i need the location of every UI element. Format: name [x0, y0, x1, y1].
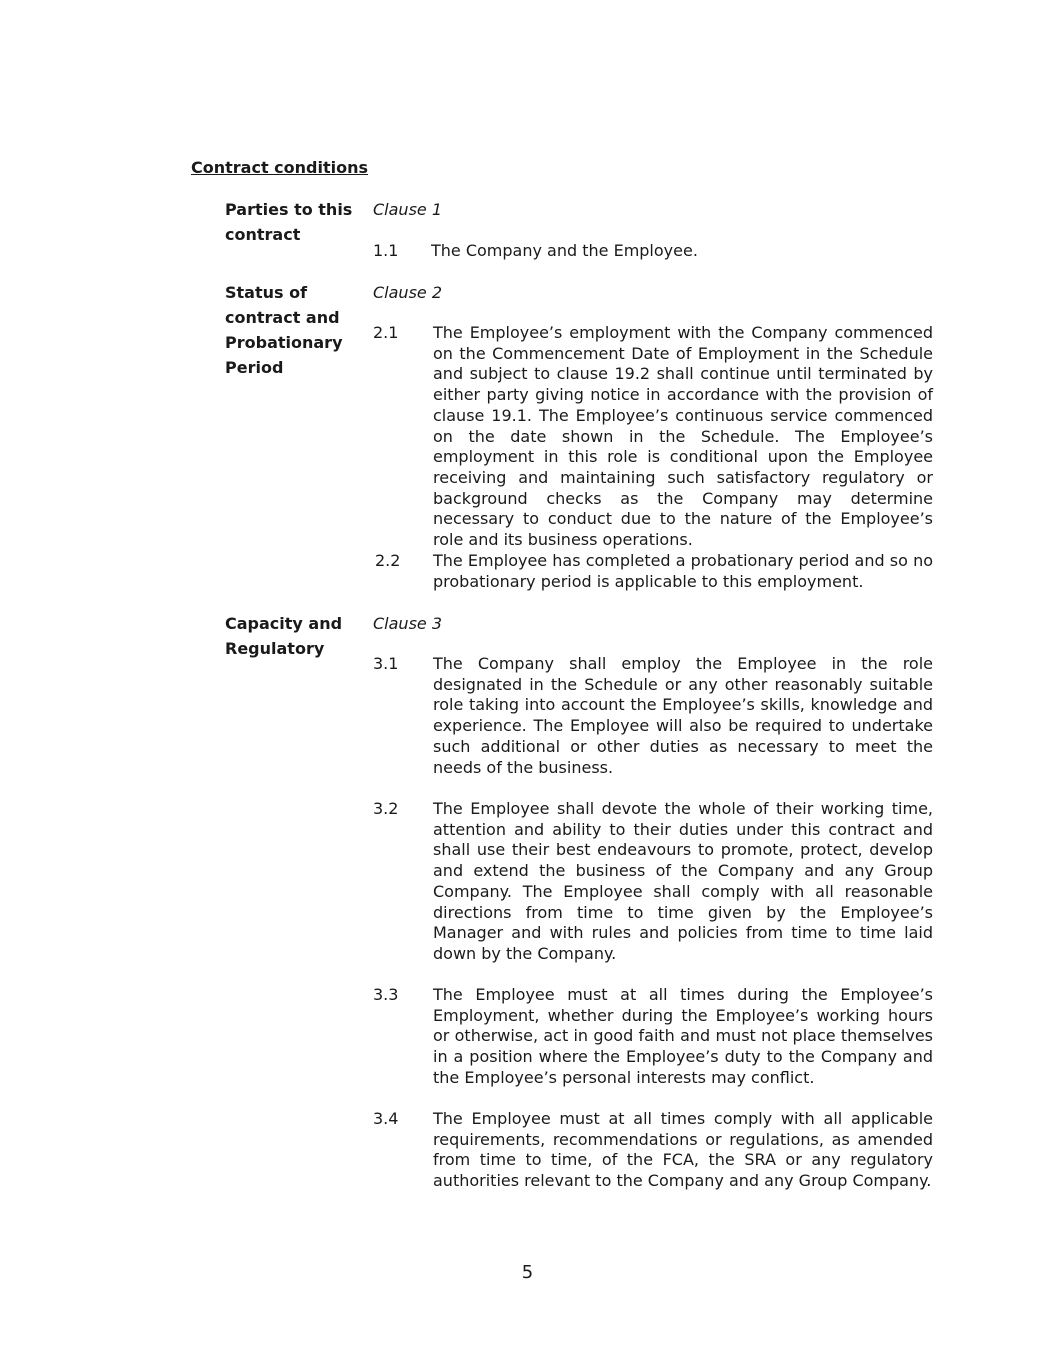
clause-number-2-1: 2.1	[373, 323, 399, 342]
page-heading: Contract conditions	[191, 158, 369, 177]
section-label-parties: Parties to this contract	[225, 200, 353, 244]
clause-title-2: Clause 2	[373, 283, 443, 302]
page-number: 5	[521, 1262, 534, 1283]
clause-text-1-1: The Company and the Employee.	[431, 241, 698, 260]
clause-number-1-1: 1.1	[373, 241, 399, 260]
clause-text-3-2: The Employee shall devote the whole of their working time, attention and ability to their duties under this contract and shall use their best endeavours to promote, protect, develop and extend the business of the Company and any Group Company. The Employee shall comply with all reasonable directions from time to time given by the Employee’s Manager and with rules and policies from time to time laid down by the Company.	[433, 799, 933, 963]
clause-title-1: Clause 1	[373, 200, 443, 219]
clause-text-2-2: The Employee has completed a probationary period and so no probationary period is applicable to this employment.	[433, 551, 933, 591]
clause-text-3-1: The Company shall employ the Employee in the role designated in the Schedule or any other reasonably suitable role taking into account the Employee’s skills, knowledge and experience. The Employee will also be required to undertake such additional or other duties as necessary to meet the needs of the business.	[433, 654, 933, 777]
clause-title-3: Clause 3	[373, 614, 443, 633]
clause-number-3-3: 3.3	[373, 985, 399, 1004]
clause-number-3-4: 3.4	[373, 1109, 399, 1128]
section-label-status: Status of contract and Probationary Period	[225, 283, 343, 377]
clause-text-3-3: The Employee must at all times during the Employee’s Employment, whether during the Employee’s working hours or otherwise, act in good faith and must not place themselves in a position where the Employee’s duty to the Company and the Employee’s personal interests may conflict.	[433, 985, 933, 1087]
clause-text-2-1: The Employee’s employment with the Company commenced on the Commencement Date of Employment in the Schedule and subject to clause 19.2 shall continue until terminated by either party giving notice in accordance with the provision of clause 19.1. The Employee’s continuous service commenced on the date shown in the Schedule. The Employee’s employment in this role is conditional upon the Employee receiving and maintaining such satisfactory regulatory or background checks as the Company may determine necessary to conduct due to the nature of the Employee’s role and its business operations.	[433, 323, 933, 550]
clause-number-3-1: 3.1	[373, 654, 399, 673]
clause-text-3-4: The Employee must at all times comply with all applicable requirements, recommendations or regulations, as amended from time to time, of the FCA, the SRA or any regulatory authorities relevant to the Company and any Group Company.	[433, 1109, 933, 1191]
section-label-capacity: Capacity and Regulatory	[225, 614, 343, 658]
clause-number-3-2: 3.2	[373, 799, 399, 818]
clause-number-2-2: 2.2	[375, 551, 401, 570]
